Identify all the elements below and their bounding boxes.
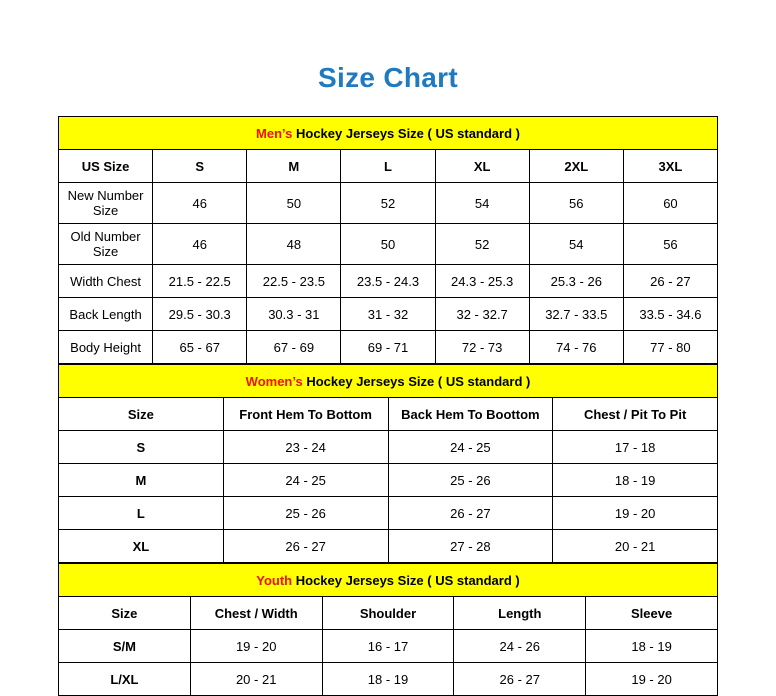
womens-r2-c3: 19 - 20: [553, 497, 718, 530]
womens-r3-c3: 20 - 21: [553, 530, 718, 563]
womens-col-3: Chest / Pit To Pit: [553, 398, 718, 431]
youth-r0-c0: S/M: [59, 630, 191, 663]
mens-r3-c3: 31 - 32: [341, 298, 435, 331]
size-chart-tables: [58, 116, 718, 696]
mens-r2-c5: 25.3 - 26: [529, 265, 623, 298]
mens-r3-c6: 33.5 - 34.6: [623, 298, 717, 331]
mens-r4-c0: Body Height: [59, 331, 153, 364]
youth-size-table: [58, 563, 718, 696]
womens-band-accent: Women’s: [245, 373, 303, 389]
youth-col-0: Size: [59, 597, 191, 630]
womens-r0-c3: 17 - 18: [553, 431, 718, 464]
youth-band-rest: Hockey Jerseys Size ( US standard ): [292, 572, 520, 588]
youth-col-1: Chest / Width: [190, 597, 322, 630]
table-row: [59, 431, 718, 464]
mens-r1-c1: 46: [153, 224, 247, 265]
mens-r3-c0: Back Length: [59, 298, 153, 331]
mens-r3-c1: 29.5 - 30.3: [153, 298, 247, 331]
mens-r0-c3: 52: [341, 183, 435, 224]
youth-r1-c0: L/XL: [59, 663, 191, 696]
womens-r2-c0: L: [59, 497, 224, 530]
womens-r0-c2: 24 - 25: [388, 431, 553, 464]
table-header-row: [59, 150, 718, 183]
womens-r3-c2: 27 - 28: [388, 530, 553, 563]
mens-r2-c2: 22.5 - 23.5: [247, 265, 341, 298]
table-row: [59, 464, 718, 497]
mens-r3-c4: 32 - 32.7: [435, 298, 529, 331]
youth-col-2: Shoulder: [322, 597, 454, 630]
mens-r1-c2: 48: [247, 224, 341, 265]
mens-r0-c1: 46: [153, 183, 247, 224]
mens-r4-c2: 67 - 69: [247, 331, 341, 364]
womens-size-table: [58, 364, 718, 563]
mens-r2-c4: 24.3 - 25.3: [435, 265, 529, 298]
mens-r2-c1: 21.5 - 22.5: [153, 265, 247, 298]
youth-band-title: [59, 564, 718, 597]
table-row: [59, 265, 718, 298]
womens-col-1: Front Hem To Bottom: [223, 398, 388, 431]
table-row: [59, 630, 718, 663]
table-row: [59, 530, 718, 563]
mens-r2-c3: 23.5 - 24.3: [341, 265, 435, 298]
mens-col-2: M: [247, 150, 341, 183]
womens-r3-c0: XL: [59, 530, 224, 563]
womens-band-title: [59, 365, 718, 398]
youth-col-3: Length: [454, 597, 586, 630]
youth-r1-c4: 19 - 20: [586, 663, 718, 696]
youth-band-accent: Youth: [256, 572, 293, 588]
mens-r2-c0: Width Chest: [59, 265, 153, 298]
mens-r4-c5: 74 - 76: [529, 331, 623, 364]
youth-r0-c4: 18 - 19: [586, 630, 718, 663]
youth-r1-c1: 20 - 21: [190, 663, 322, 696]
womens-r1-c2: 25 - 26: [388, 464, 553, 497]
mens-r1-c6: 56: [623, 224, 717, 265]
youth-r0-c1: 19 - 20: [190, 630, 322, 663]
womens-band-rest: Hockey Jerseys Size ( US standard ): [302, 373, 531, 389]
mens-r1-c3: 50: [341, 224, 435, 265]
mens-r4-c4: 72 - 73: [435, 331, 529, 364]
youth-col-4: Sleeve: [586, 597, 718, 630]
mens-r0-c2: 50: [247, 183, 341, 224]
womens-col-2: Back Hem To Boottom: [388, 398, 553, 431]
youth-r1-c3: 26 - 27: [454, 663, 586, 696]
mens-r4-c3: 69 - 71: [341, 331, 435, 364]
mens-band-title: [59, 117, 718, 150]
womens-r3-c1: 26 - 27: [223, 530, 388, 563]
mens-band-accent: Men’s: [256, 125, 293, 141]
mens-r1-c0: Old Number Size: [59, 224, 153, 265]
table-band-row: [59, 117, 718, 150]
mens-r0-c0: New Number Size: [59, 183, 153, 224]
mens-r3-c5: 32.7 - 33.5: [529, 298, 623, 331]
mens-r4-c1: 65 - 67: [153, 331, 247, 364]
table-row: [59, 331, 718, 364]
womens-r1-c3: 18 - 19: [553, 464, 718, 497]
youth-r1-c2: 18 - 19: [322, 663, 454, 696]
mens-band-rest: Hockey Jerseys Size ( US standard ): [292, 125, 520, 141]
womens-col-0: Size: [59, 398, 224, 431]
table-row: [59, 224, 718, 265]
womens-r0-c0: S: [59, 431, 224, 464]
table-band-row: [59, 564, 718, 597]
mens-r2-c6: 26 - 27: [623, 265, 717, 298]
womens-r1-c1: 24 - 25: [223, 464, 388, 497]
mens-col-4: XL: [435, 150, 529, 183]
mens-r4-c6: 77 - 80: [623, 331, 717, 364]
mens-r1-c4: 52: [435, 224, 529, 265]
mens-r0-c4: 54: [435, 183, 529, 224]
mens-col-6: 3XL: [623, 150, 717, 183]
youth-r0-c2: 16 - 17: [322, 630, 454, 663]
mens-col-0: US Size: [59, 150, 153, 183]
page-title: Size Chart: [318, 62, 458, 93]
youth-r0-c3: 24 - 26: [454, 630, 586, 663]
table-band-row: [59, 365, 718, 398]
mens-r3-c2: 30.3 - 31: [247, 298, 341, 331]
table-row: [59, 497, 718, 530]
table-row: [59, 663, 718, 696]
mens-col-1: S: [153, 150, 247, 183]
womens-r2-c1: 25 - 26: [223, 497, 388, 530]
mens-r0-c6: 60: [623, 183, 717, 224]
table-header-row: [59, 398, 718, 431]
table-row: [59, 298, 718, 331]
mens-col-3: L: [341, 150, 435, 183]
mens-size-table: [58, 116, 718, 364]
table-row: [59, 183, 718, 224]
womens-r0-c1: 23 - 24: [223, 431, 388, 464]
womens-r1-c0: M: [59, 464, 224, 497]
mens-r0-c5: 56: [529, 183, 623, 224]
mens-r1-c5: 54: [529, 224, 623, 265]
mens-col-5: 2XL: [529, 150, 623, 183]
table-header-row: [59, 597, 718, 630]
womens-r2-c2: 26 - 27: [388, 497, 553, 530]
